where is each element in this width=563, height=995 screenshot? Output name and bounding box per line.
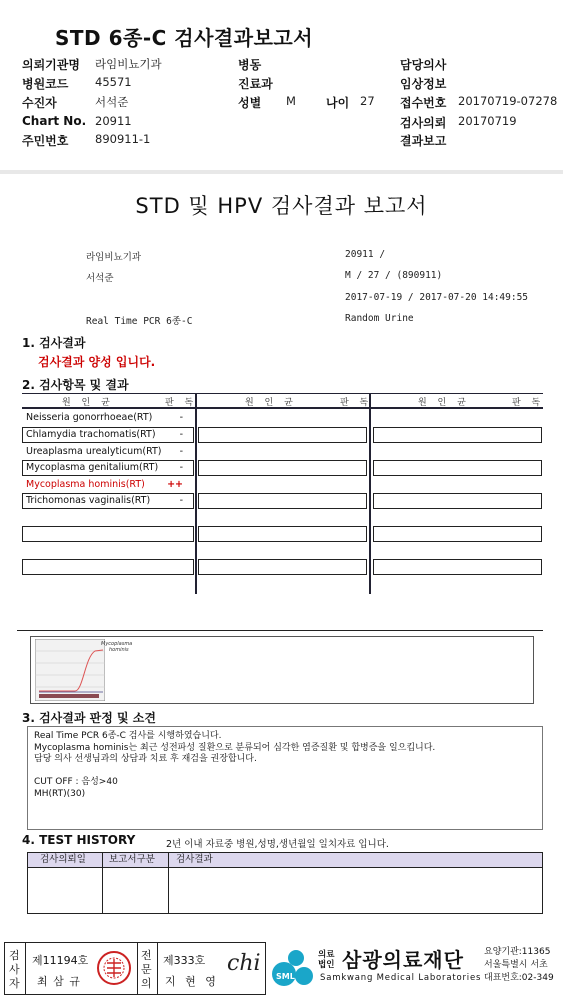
history-col-type: 보고서구분 <box>109 854 155 865</box>
footer-divider <box>137 943 138 994</box>
report-specimen: Random Urine <box>345 313 414 324</box>
table-top-line <box>22 393 543 394</box>
institution-address: 서울특별시 서초 <box>484 960 548 970</box>
examiner-name: 최 삼 규 <box>37 975 81 988</box>
patient-label: 수진자 <box>22 96 57 110</box>
graph-legend-line1: Mycoplasma <box>101 641 133 647</box>
age-value: 27 <box>360 94 375 108</box>
pathogen-result: ++ <box>167 479 183 490</box>
pathogen-name: Neisseria gonorrhoeae(RT) <box>26 412 153 423</box>
empty-row <box>22 559 194 575</box>
institution-code: 요양기관:11365 <box>484 947 551 957</box>
history-header <box>28 853 542 868</box>
empty-cell <box>198 493 367 509</box>
col-judgement-1: 판 독 <box>165 398 198 408</box>
clinical-label: 임상정보 <box>400 77 447 91</box>
age-label: 나이 <box>326 96 350 110</box>
section-4-heading: 4. TEST HISTORY <box>22 833 136 847</box>
sex-value: M <box>286 94 296 108</box>
institution-value: 라임비뇨기과 <box>95 57 162 71</box>
history-divider <box>168 853 169 913</box>
signature-box <box>4 942 266 995</box>
section-3-heading: 3. 검사결과 판정 및 소견 <box>22 711 156 725</box>
finding-line: 담당 의사 선생님과의 상담과 치료 후 재검을 권장합니다. <box>34 754 257 764</box>
positive-result-text: 검사결과 양성 입니다. <box>38 355 156 369</box>
report-test-name: Real Time PCR 6종-C <box>86 316 193 327</box>
institution-phone: 대표번호:02-349 <box>484 973 554 983</box>
table-row-positive <box>22 477 194 493</box>
pcr-curve-thumbnail <box>35 639 105 701</box>
chart-no-label: Chart No. <box>22 114 87 128</box>
document-title: STD 6종-C 검사결과보고서 <box>55 26 314 50</box>
pathogen-result: - <box>179 429 183 440</box>
doctor-label: 담당의사 <box>400 58 447 72</box>
report-dates: 2017-07-19 / 2017-07-20 14:49:55 <box>345 292 529 303</box>
history-table <box>27 852 543 914</box>
header-separator <box>0 170 563 174</box>
section-divider <box>17 630 543 631</box>
footer-divider <box>157 943 158 994</box>
findings-box <box>27 726 543 830</box>
receipt-value: 20170719-07278 <box>458 94 558 108</box>
amplification-graph <box>30 636 534 704</box>
request-value: 20170719 <box>458 114 517 128</box>
signature-footer <box>0 942 563 993</box>
empty-cell <box>373 559 542 575</box>
empty-cell <box>373 493 542 509</box>
col-judgement-2: 판 독 <box>340 398 373 408</box>
report-sex-age: M / 27 / (890911) <box>345 270 443 281</box>
patient-value: 서석준 <box>95 95 129 109</box>
pathogen-name: Chlamydia trachomatis(RT) <box>26 429 156 440</box>
col-pathogen-3: 원 인 균 <box>418 398 470 408</box>
ward-label: 병동 <box>238 58 262 72</box>
handwritten-signature: chi <box>227 951 261 976</box>
col-pathogen-2: 원 인 균 <box>245 398 297 408</box>
report-chart: 20911 / <box>345 249 386 260</box>
empty-cell <box>373 427 542 443</box>
table-row <box>22 444 194 460</box>
org-english-name: Samkwang Medical Laboratories <box>320 973 482 983</box>
org-prefix-top: 의료 <box>318 950 335 960</box>
org-prefix <box>318 950 334 970</box>
institution-info <box>484 946 563 985</box>
report-title: STD 및 HPV 검사결과 보고서 <box>135 194 428 218</box>
empty-cell <box>198 460 367 476</box>
examiner-license: 제11194호 <box>32 954 89 967</box>
history-col-date: 검사의뢰일 <box>40 854 86 865</box>
id-value: 890911-1 <box>95 132 151 146</box>
specialist-name: 지 현 영 <box>165 975 219 988</box>
empty-row <box>22 526 194 542</box>
id-label: 주민번호 <box>22 134 69 148</box>
empty-cell <box>198 526 367 542</box>
sml-logo-icon <box>270 944 316 990</box>
request-label: 검사의뢰 <box>400 116 447 130</box>
footer-divider <box>25 943 26 994</box>
finding-line: Mycoplasma hominis는 최근 성전파성 질환으로 분류되어 심각한 염증질환 및 합병증을 일으킵니다. <box>34 742 436 753</box>
empty-cell <box>198 427 367 443</box>
hospital-code-value: 45571 <box>95 75 132 89</box>
history-col-result: 검사결과 <box>176 854 213 865</box>
pathogen-result: - <box>179 495 183 506</box>
table-row <box>22 410 194 426</box>
pathogen-result: - <box>179 462 183 473</box>
pathogen-name: Trichomonas vaginalis(RT) <box>26 495 151 506</box>
specialist-license: 제333호 <box>163 954 206 967</box>
finding-line: MH(RT)(30) <box>34 788 86 799</box>
table-divider-1 <box>195 393 197 594</box>
table-row <box>22 427 194 443</box>
table-row <box>22 493 194 509</box>
chart-no-value: 20911 <box>95 114 132 128</box>
report-name: 서석준 <box>86 273 114 284</box>
specialist-label: 전문의 <box>141 949 152 990</box>
dept-label: 진료과 <box>238 77 273 91</box>
table-divider-2 <box>369 393 371 594</box>
finding-line: CUT OFF : 음성>40 <box>34 777 118 787</box>
institution-label: 의뢰기관명 <box>22 58 80 72</box>
receipt-label: 접수번호 <box>400 96 447 110</box>
history-divider <box>102 853 103 913</box>
report-clinic: 라임비뇨기과 <box>86 252 142 263</box>
table-row <box>22 460 194 476</box>
report-label: 결과보고 <box>400 134 447 148</box>
pathogen-name: Mycoplasma hominis(RT) <box>26 479 145 490</box>
finding-line: Real Time PCR 6종-C 검사를 시행하였습니다. <box>34 731 222 741</box>
empty-cell <box>198 559 367 575</box>
logo-text: SML <box>276 972 295 981</box>
pathogen-name: Ureaplasma urealyticum(RT) <box>26 446 162 457</box>
empty-cell <box>373 526 542 542</box>
empty-cell <box>373 460 542 476</box>
pathogen-name: Mycoplasma genitalium(RT) <box>26 462 159 473</box>
finding-line <box>34 766 536 778</box>
col-judgement-3: 판 독 <box>512 398 545 408</box>
sex-label: 성별 <box>238 96 262 110</box>
section-1-heading: 1. 검사결과 <box>22 336 86 350</box>
org-prefix-bottom: 법인 <box>318 960 335 970</box>
graph-legend <box>101 641 132 653</box>
col-pathogen-1: 원 인 균 <box>62 398 114 408</box>
pathogen-result: - <box>179 412 183 423</box>
hospital-code-label: 병원코드 <box>22 77 69 91</box>
official-seal-icon <box>96 950 132 986</box>
section-2-heading: 2. 검사항목 및 결과 <box>22 378 129 392</box>
pathogen-result: - <box>179 446 183 457</box>
history-note: 2년 이내 자료중 병원,성명,생년월일 일치자료 입니다. <box>166 839 389 850</box>
org-name: 삼광의료재단 <box>342 948 464 972</box>
examiner-label: 검사자 <box>9 949 20 990</box>
graph-legend-line2: hominis <box>109 647 129 653</box>
